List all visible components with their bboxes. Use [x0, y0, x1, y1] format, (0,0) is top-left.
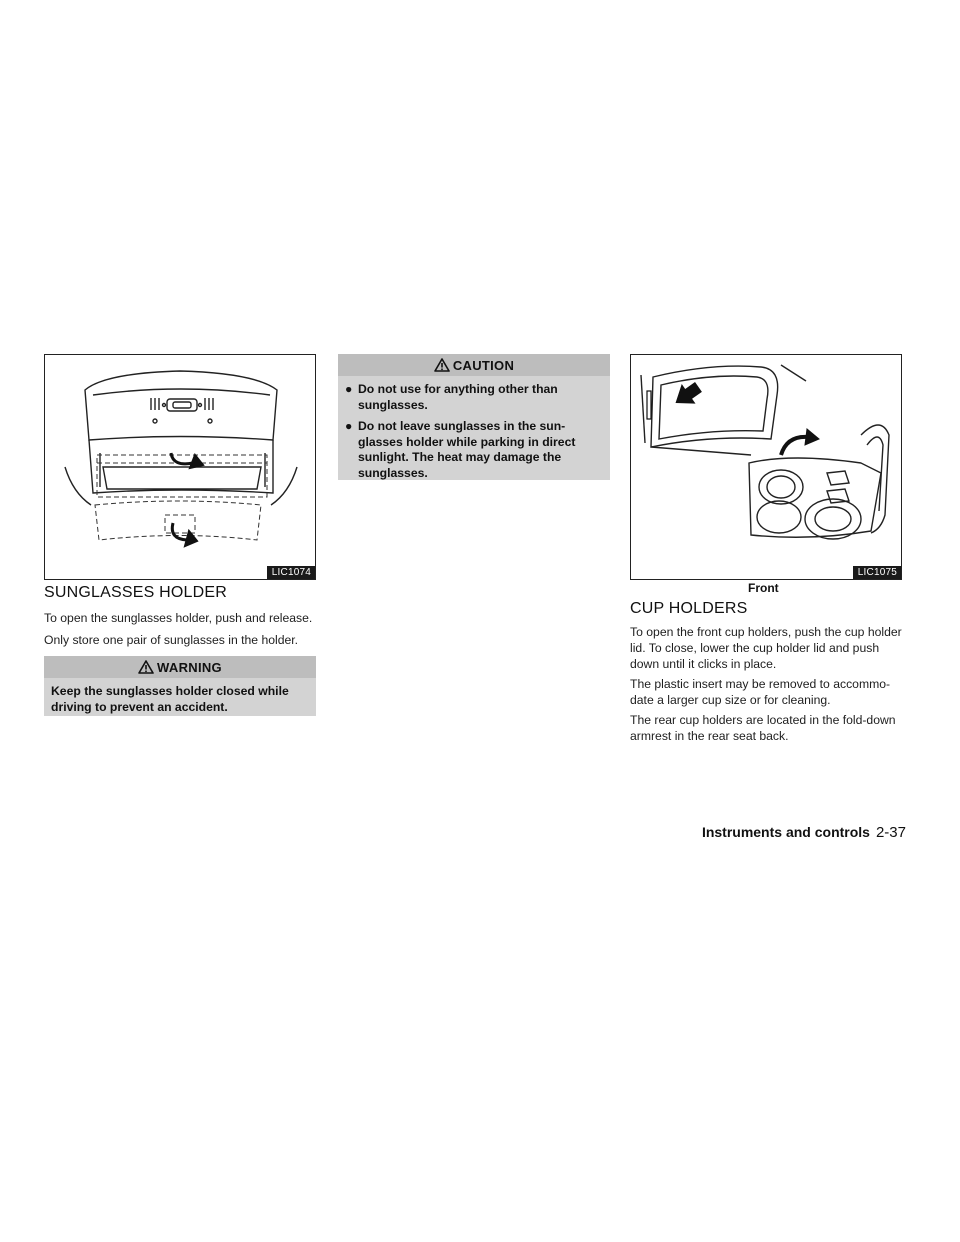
sunglasses-paragraph: To open the sunglasses holder, push and release. — [44, 611, 313, 625]
warning-title: WARNING — [157, 659, 222, 675]
figure-code: LIC1075 — [853, 566, 901, 579]
cup-holders-illustration — [631, 355, 901, 579]
bullet-icon: ● — [345, 382, 353, 396]
caution-item-text: Do not leave sunglasses in the sun-glasses holder while parking in direct sunlight. The heat may damage the sunglasses. — [358, 419, 576, 480]
caution-title: CAUTION — [452, 357, 515, 373]
warning-title-bar — [44, 656, 316, 678]
cup-holders-heading: CUP HOLDERS — [630, 600, 748, 617]
warning-text: Keep the sunglasses holder closed while driving to prevent an accident. — [51, 684, 289, 714]
cup-holders-paragraph: To open the front cup holders, push the cup holder lid. To close, lower the cup holder lid and push down until it clicks in place. — [630, 625, 902, 671]
caution-item — [345, 382, 603, 413]
sunglasses-holder-heading: SUNGLASSES HOLDER — [44, 584, 228, 601]
footer-section-title: Instruments and controls — [701, 824, 870, 840]
caution-title-bar — [338, 354, 610, 376]
overhead-console-illustration — [45, 355, 315, 579]
caution-list — [338, 376, 610, 489]
warning-box — [44, 656, 316, 716]
caution-box — [338, 354, 610, 480]
cup-holders-figure — [630, 354, 902, 580]
caution-item-text: Do not use for anything other than sunglasses. — [358, 382, 558, 412]
figure-code: LIC1074 — [267, 566, 315, 579]
caution-item — [345, 419, 603, 481]
figure-caption: Front — [748, 581, 779, 595]
sunglasses-holder-figure — [44, 354, 316, 580]
page-footer — [660, 824, 906, 841]
bullet-icon: ● — [345, 419, 353, 433]
warning-triangle-icon — [434, 358, 450, 372]
cup-holders-paragraph: The plastic insert may be removed to accommo-date a larger cup size or for cleaning. — [630, 677, 891, 707]
page-number: 2-37 — [875, 824, 906, 841]
warning-triangle-icon — [138, 660, 154, 674]
cup-holders-paragraph: The rear cup holders are located in the fold-down armrest in the rear seat back. — [630, 713, 896, 743]
sunglasses-paragraph: Only store one pair of sunglasses in the holder. — [44, 633, 299, 647]
